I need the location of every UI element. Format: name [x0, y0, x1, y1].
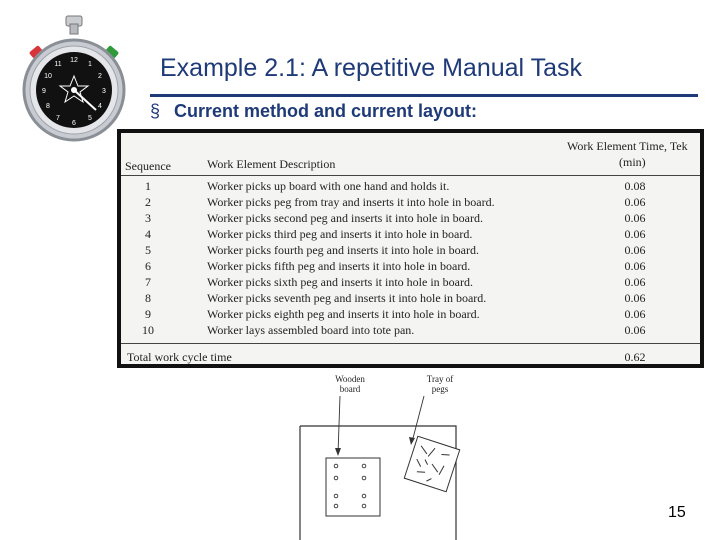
tray-pointer-arrowhead: [409, 437, 415, 445]
svg-text:1: 1: [88, 61, 92, 68]
row-description: Worker picks fourth peg and inserts it into hole in board.: [207, 243, 479, 257]
row-time: 0.06: [624, 243, 646, 257]
header-time-unit: (min): [619, 155, 646, 169]
row-sequence: 1: [145, 179, 151, 193]
svg-text:10: 10: [44, 73, 52, 80]
row-time: 0.06: [624, 307, 646, 321]
row-description: Worker picks up board with one hand and holds it.: [207, 179, 450, 193]
tray-label-line2: pegs: [431, 384, 449, 394]
total-divider: [121, 343, 700, 344]
board-pointer-arrowhead: [335, 448, 341, 456]
table-row: [121, 227, 700, 243]
row-sequence: 8: [145, 291, 151, 305]
table-row: [121, 275, 700, 291]
row-time: 0.06: [624, 259, 646, 273]
svg-text:9: 9: [42, 88, 46, 95]
svg-text:7: 7: [56, 115, 60, 122]
row-description: Worker picks eighth peg and inserts it into hole in board.: [207, 307, 480, 321]
header-description: Work Element Description: [207, 157, 336, 171]
title-divider: [150, 94, 698, 97]
table-row: [121, 195, 700, 211]
table-row: [121, 243, 700, 259]
svg-text:4: 4: [98, 103, 102, 110]
tray-of-pegs: [404, 436, 459, 491]
svg-text:11: 11: [54, 61, 62, 68]
work-element-table: [121, 133, 700, 364]
row-sequence: 3: [145, 211, 151, 225]
row-description: Worker picks sixth peg and inserts it into hole in board.: [207, 275, 473, 289]
row-sequence: 10: [142, 323, 154, 337]
total-label: Total work cycle time: [127, 350, 232, 364]
bullet-item: [150, 101, 477, 122]
total-value: 0.62: [624, 350, 646, 364]
page-number: 15: [668, 504, 686, 521]
row-description: Worker picks second peg and inserts it into hole in board.: [207, 211, 483, 225]
row-description: Worker lays assembled board into tote pan.: [207, 323, 415, 337]
svg-text:2: 2: [98, 73, 102, 80]
row-time: 0.08: [624, 179, 646, 193]
table-row: [121, 307, 700, 323]
svg-text:5: 5: [88, 115, 92, 122]
layout-diagram: [296, 370, 476, 540]
row-description: Worker picks fifth peg and inserts it into hole in board.: [207, 259, 471, 273]
row-sequence: 2: [145, 195, 151, 209]
board-pointer: [338, 396, 340, 454]
row-sequence: 9: [145, 307, 151, 321]
row-description: Worker picks peg from tray and inserts it into hole in board.: [207, 195, 495, 209]
table-row: [121, 291, 700, 307]
table-row: [121, 211, 700, 227]
row-sequence: 5: [145, 243, 151, 257]
svg-text:6: 6: [72, 120, 76, 127]
board-label-line1: Wooden: [335, 374, 365, 384]
bullet-text: Current method and current layout:: [174, 101, 478, 121]
tray-label-line1: Tray of: [426, 374, 454, 384]
row-time: 0.06: [624, 211, 646, 225]
row-time: 0.06: [624, 323, 646, 337]
table-row: [121, 179, 700, 195]
board-label-line2: board: [339, 384, 361, 394]
row-sequence: 4: [145, 227, 151, 241]
svg-text:8: 8: [46, 103, 50, 110]
row-time: 0.06: [624, 195, 646, 209]
row-description: Worker picks seventh peg and inserts it into hole in board.: [207, 291, 487, 305]
row-description: Worker picks third peg and inserts it into hole in board.: [207, 227, 473, 241]
row-sequence: 6: [145, 259, 151, 273]
row-time: 0.06: [624, 227, 646, 241]
tray-pointer: [412, 396, 424, 442]
table-row: [121, 323, 700, 339]
row-sequence: 7: [145, 275, 151, 289]
slide-title: Example 2.1: A repetitive Manual Task: [160, 54, 582, 82]
stopwatch-icon: [18, 14, 130, 146]
row-time: 0.06: [624, 291, 646, 305]
bullet-marker: §: [150, 101, 161, 121]
header-sequence: Sequence: [125, 159, 171, 173]
work-element-table-frame: [117, 129, 704, 368]
svg-text:12: 12: [70, 57, 78, 64]
row-time: 0.06: [624, 275, 646, 289]
svg-text:3: 3: [102, 88, 106, 95]
header-divider: [121, 175, 700, 176]
table-row: [121, 259, 700, 275]
header-time: Work Element Time, Tek: [567, 139, 688, 153]
